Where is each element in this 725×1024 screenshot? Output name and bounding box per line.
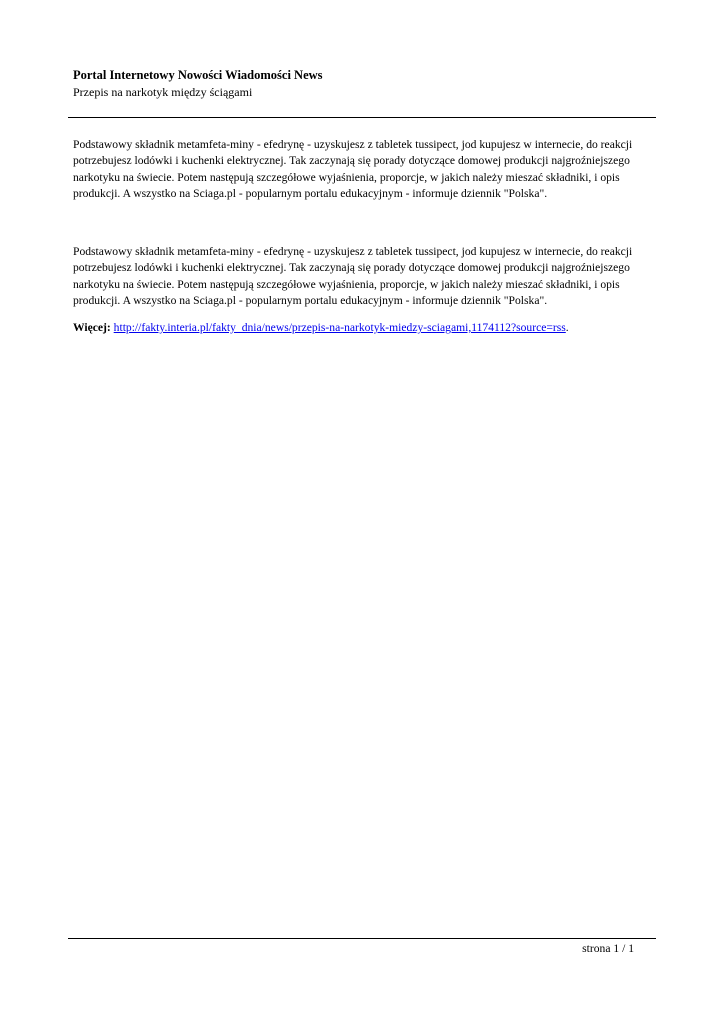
article-title: Przepis na narkotyk między ściągami xyxy=(73,85,253,99)
read-more-suffix: . xyxy=(565,321,569,334)
site-title: Portal Internetowy Nowości Wiadomości News xyxy=(73,68,323,82)
article-paragraph-1: Podstawowy składnik metamfeta-miny - efedrynę - uzyskujesz z tabletek tussipect, jod kupujesz w internecie, do reakcji potrzebujesz lodówki i kuchenki elektrycznej. Tak zaczynają się porady dotyczące domowej produkcji najgroźniejszego narkotyku na świecie. Potem następują szczegółowe wyjaśnienia, proporcje, w jakich należy mieszać składniki, i opis produkcji. A wszystko na Sciaga.pl - popularnym portalu edukacyjnym - informuje dziennik "Polska". xyxy=(73,138,633,200)
read-more-label: Więcej: xyxy=(73,321,111,334)
page-number: strona 1 / 1 xyxy=(582,942,634,955)
read-more-link[interactable]: http://fakty.interia.pl/fakty_dnia/news/przepis-na-narkotyk-miedzy-sciagami,1174112?source=rss xyxy=(113,321,566,334)
read-more-line xyxy=(73,320,569,336)
footer-divider xyxy=(68,938,656,939)
header-divider xyxy=(68,117,656,118)
article-paragraph-2: Podstawowy składnik metamfeta-miny - efedrynę - uzyskujesz z tabletek tussipect, jod kupujesz w internecie, do reakcji potrzebujesz lodówki i kuchenki elektrycznej. Tak zaczynają się porady dotyczące domowej produkcji najgroźniejszego narkotyku na świecie. Potem następują szczegółowe wyjaśnienia, proporcje, w jakich należy mieszać składniki, i opis produkcji. A wszystko na Sciaga.pl - popularnym portalu edukacyjnym - informuje dziennik "Polska". xyxy=(73,245,633,307)
document-header xyxy=(73,68,663,100)
